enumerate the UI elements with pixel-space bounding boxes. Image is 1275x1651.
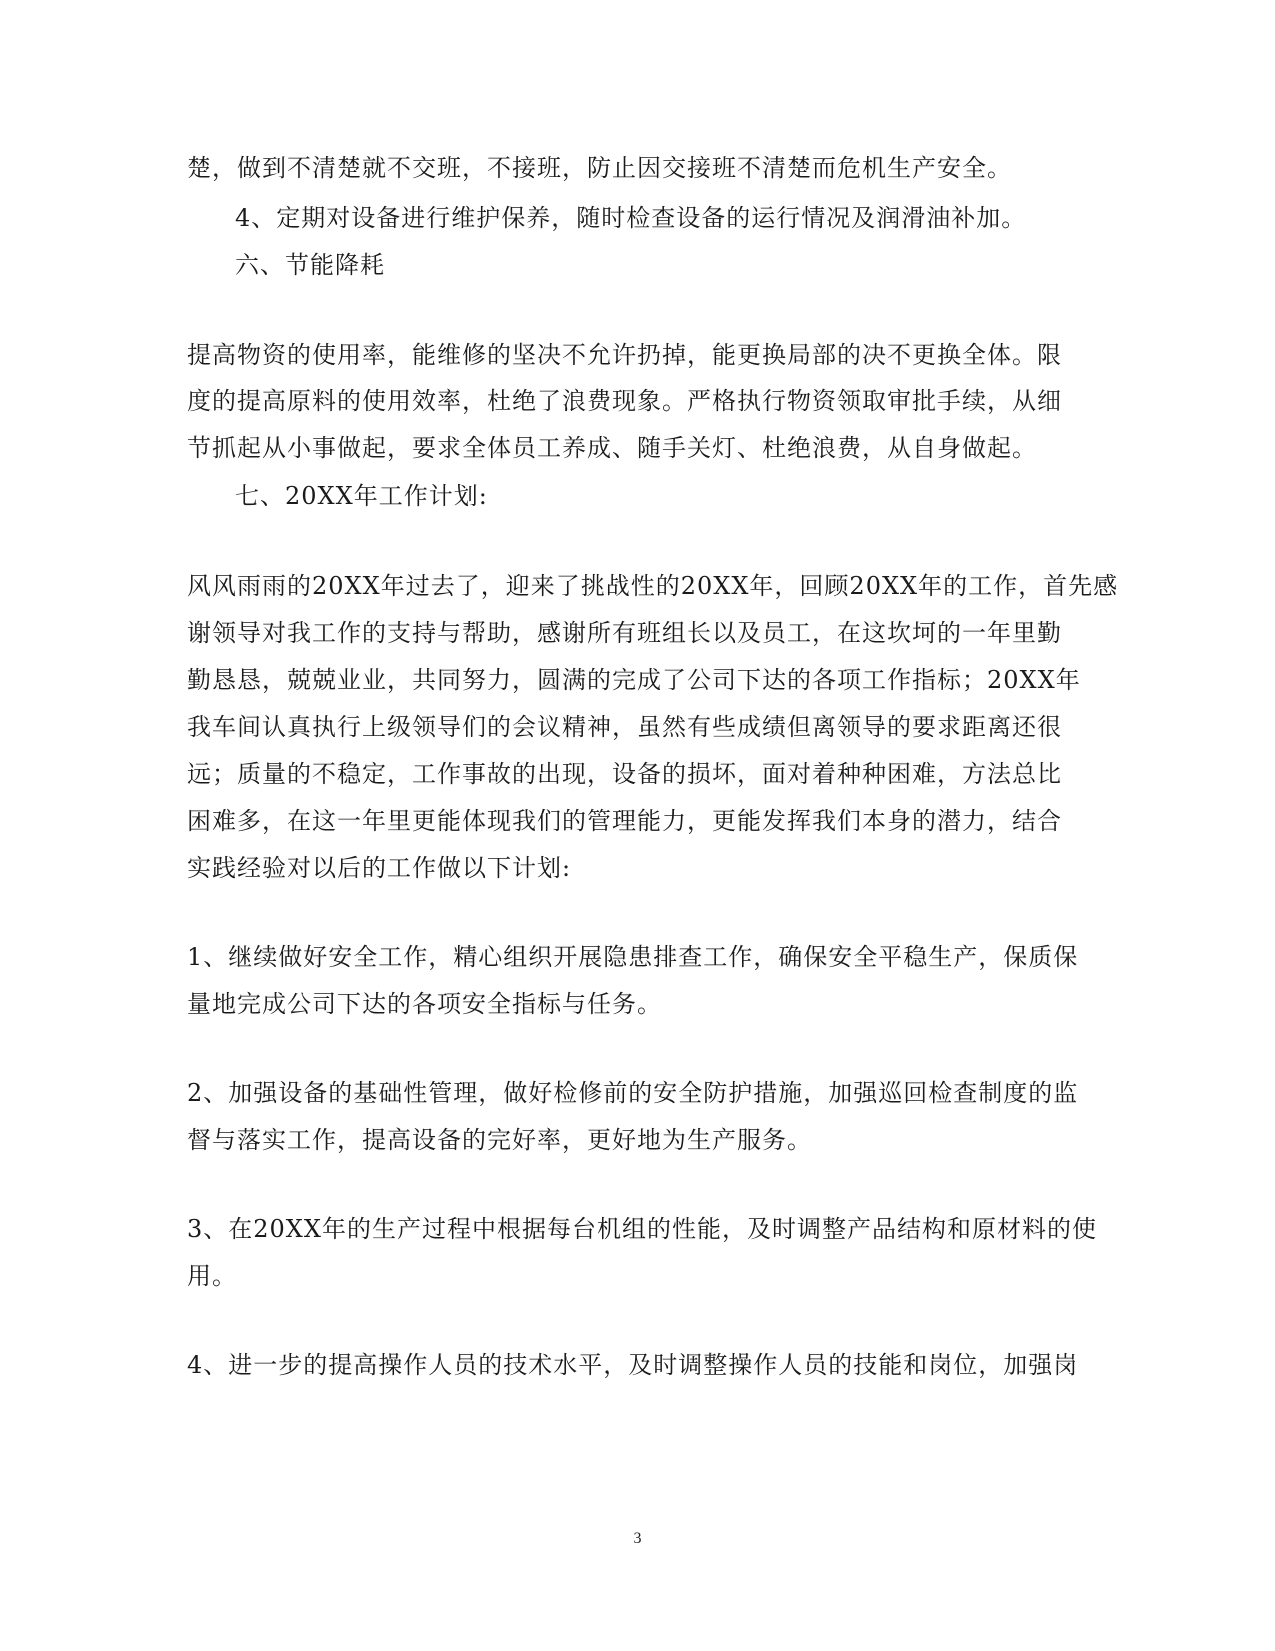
text-line: 楚，做到不清楚就不交班，不接班，防止因交接班不清楚而危机生产安全。: [187, 154, 1012, 182]
text-line: 度的提高原料的使用效率，杜绝了浪费现象。严格执行物资领取审批手续，从细: [187, 387, 1062, 415]
text-line: 困难多，在这一年里更能体现我们的管理能力，更能发挥我们本身的潜力，结合: [187, 807, 1062, 835]
text-line: 用。: [187, 1262, 237, 1290]
list-item-text: 3、在20XX年的生产过程中根据每台机组的性能，及时调整产品结构和原材料的使: [187, 1215, 1097, 1243]
text-line: 督与落实工作，提高设备的完好率，更好地为生产服务。: [187, 1126, 812, 1154]
section-heading: 七、20XX年工作计划:: [235, 482, 488, 510]
text-line: 节抓起从小事做起，要求全体员工养成、随手关灯、杜绝浪费，从自身做起。: [187, 434, 1037, 462]
text-line: 我车间认真执行上级领导们的会议精神，虽然有些成绩但离领导的要求距离还很: [187, 713, 1062, 741]
list-item-text: 1、继续做好安全工作，精心组织开展隐患排查工作，确保安全平稳生产，保质保: [187, 943, 1079, 971]
list-item-text: 4、进一步的提高操作人员的技术水平，及时调整操作人员的技能和岗位，加强岗: [187, 1351, 1079, 1379]
text-line: 勤恳恳，兢兢业业，共同努力，圆满的完成了公司下达的各项工作指标；20XX年: [187, 666, 1081, 694]
text-line: 提高物资的使用率，能维修的坚决不允许扔掉，能更换局部的决不更换全体。限: [187, 341, 1062, 369]
text-line: 风风雨雨的20XX年过去了，迎来了挑战性的20XX年，回顾20XX年的工作，首先感: [187, 572, 1119, 600]
section-heading: 六、节能降耗: [235, 251, 385, 279]
text-line: 实践经验对以后的工作做以下计划:: [187, 854, 572, 882]
list-item-text: 4、定期对设备进行维护保养，随时检查设备的运行情况及润滑油补加。: [235, 204, 1027, 232]
page-number: 3: [633, 1530, 642, 1547]
list-item-text: 2、加强设备的基础性管理，做好检修前的安全防护措施，加强巡回检查制度的监: [187, 1079, 1079, 1107]
text-line: 谢领导对我工作的支持与帮助，感谢所有班组长以及员工，在这坎坷的一年里勤: [187, 619, 1062, 647]
text-line: 量地完成公司下达的各项安全指标与任务。: [187, 990, 662, 1018]
text-line: 远；质量的不稳定，工作事故的出现，设备的损坏，面对着种种困难，方法总比: [187, 760, 1062, 788]
